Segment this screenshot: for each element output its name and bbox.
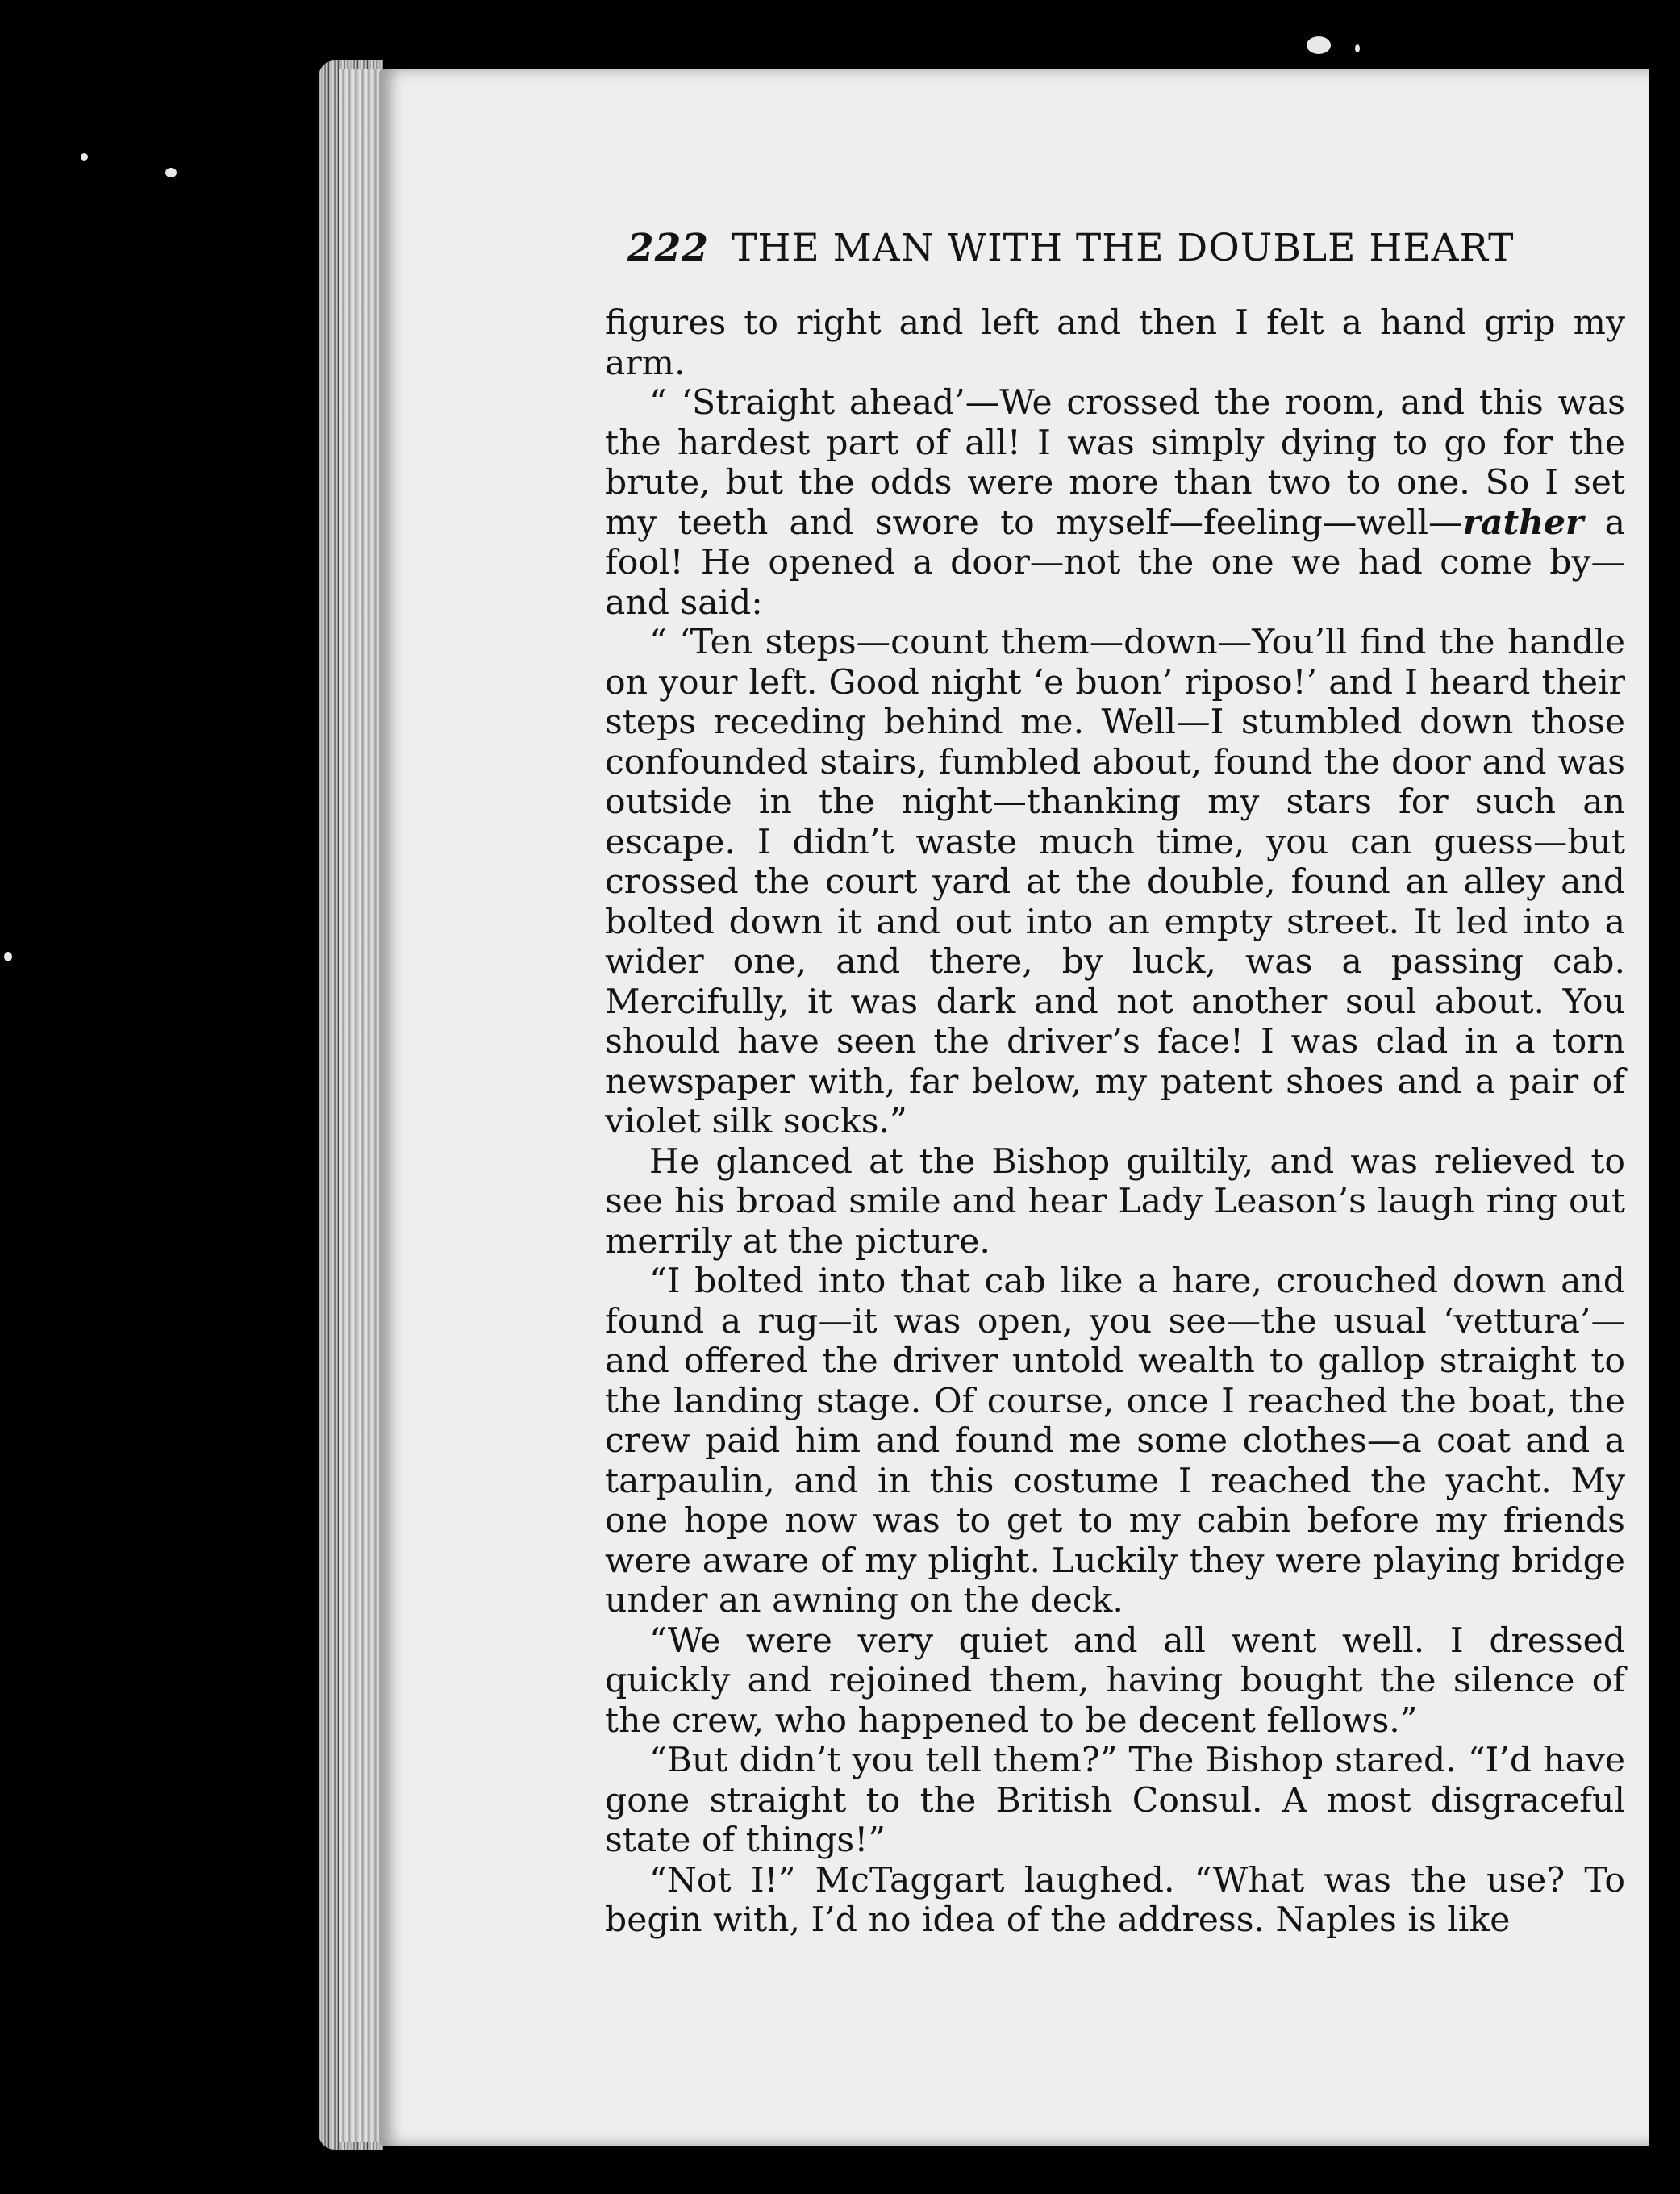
- book-title: THE MAN WITH THE DOUBLE HEART: [732, 226, 1515, 270]
- dust-speck: [1307, 36, 1331, 54]
- paragraph: “ ‘Ten steps—count them—down—You’ll find the handle on your left. Good night ‘e buon’ riposo!’ and I heard their steps receding behind me. Well—I stumbled down those confounded stairs, fumbled about, found the door and was outside in the night—thanking my stars for such an escape. I didn’t waste much time, you can guess—but crossed the court yard at the double, found an alley and bolted down it and out into an empty street. It led into a wider one, and there, by luck, was a passing cab. Mercifully, it was dark and not another soul about. You should have seen the driver’s face! I was clad in a torn newspaper with, far below, my patent shoes and a pair of violet silk socks.”: [605, 623, 1625, 1141]
- paragraph: “Not I!” McTaggart laughed. “What was the use? To begin with, I’d no idea of the address. Naples is like: [605, 1860, 1625, 1940]
- paragraph-text: “ ‘Straight ahead’—We crossed the room, and this was the hardest part of all! I was simply dying to go for the brute, but the odds were more than two to one. So I set my teeth and swore to myself—feeling—well—: [605, 383, 1625, 543]
- paragraph: “But didn’t you tell them?” The Bishop stared. “I’d have gone straight to the British Consul. A most disgraceful state of things!”: [605, 1741, 1625, 1860]
- page-text: [605, 226, 1625, 1941]
- dust-speck: [165, 168, 177, 177]
- paragraph-text-tail: a fool! He opened a door—not the one we had come by—and said:: [605, 503, 1625, 623]
- running-head: [627, 226, 1625, 271]
- page-number: 222: [627, 226, 710, 270]
- paragraph: figures to right and left and then I felt a hand grip my arm.: [605, 303, 1625, 383]
- paragraph: He glanced at the Bishop guiltily, and was relieved to see his broad smile and hear Lady Leason’s laugh ring out merrily at the picture.: [605, 1141, 1625, 1262]
- paragraph: “I bolted into that cab like a hare, crouched down and found a rug—it was open, you see—the usual ‘vettura’—and offered the driver untold wealth to gallop straight to the landing stage. Of course, once I reached the boat, the crew paid him and found me some clothes—a coat and a tarpaulin, and in this costume I reached the yacht. My one hope now was to get to my cabin before my friends were aware of my plight. Luckily they were playing bridge under an awning on the deck.: [605, 1262, 1625, 1620]
- dust-speck: [81, 153, 88, 161]
- emphasis-rather: rather: [1462, 502, 1584, 543]
- paragraph: “We were very quiet and all went well. I dressed quickly and rejoined them, having bought the silence of the crew, who happened to be decent fellows.”: [605, 1620, 1625, 1741]
- dust-speck: [4, 952, 12, 961]
- dust-speck: [1355, 44, 1360, 52]
- paragraph: [605, 383, 1625, 623]
